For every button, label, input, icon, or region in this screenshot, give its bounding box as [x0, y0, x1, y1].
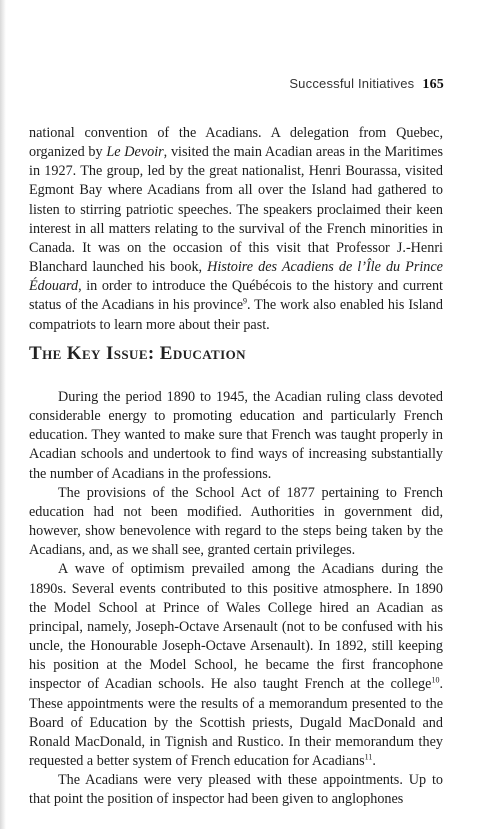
section-heading: The Key Issue: Education — [29, 343, 246, 364]
footnote-ref-10: 10 — [431, 675, 440, 685]
paragraph-4 — [29, 560, 443, 771]
paragraph-1-text-g: . The work also enabled his Island compatriots to learn more about their past. — [29, 297, 443, 333]
running-title: Successful Initiatives — [289, 76, 415, 91]
paragraph-4-text-c: . These appointments were the results of a memorandum presented to the Board of Education by the Scottish priests, Dugald MacDonald and Ronald MacDonald, in Tignish and Rustico. In their memorandum they requested a better system of French education for Acadians — [29, 676, 443, 769]
paragraph-1 — [29, 124, 443, 335]
page-edge-shadow — [0, 0, 6, 829]
paragraph-3: The provisions of the School Act of 1877 pertaining to French education had not been modified. Authorities in government did, however, show benevolence with regard to the steps being taken by the Acadians, and, as we shall see, granted certain privileges. — [29, 484, 443, 559]
paragraph-1-text-a: national convention of the Acadians. A delegation from Quebec, organized by — [29, 125, 443, 161]
paragraph-1-text-e: , in order to introduce the Québécois to the history and current status of the Acadians in his province — [29, 278, 443, 314]
paragraph-4-text-e: . — [372, 752, 376, 769]
text-block-bottom — [29, 388, 443, 809]
paragraph-4-text-a: A wave of optimism prevailed among the Acadians during the 1890s. Several events contributed to this positive atmosphere. In 1890 the Model School at Prince of Wales College hired an Acadian as principal, namely, Joseph-Octave Arsenault (not to be confused with his uncle, the Honourable Joseph-Octave Arsenault). In 1892, still keeping his position at the Model School, he became the first francophone inspector of Acadian schools. He also taught French at the college — [29, 561, 443, 693]
running-header — [289, 76, 444, 93]
paragraph-2: During the period 1890 to 1945, the Acadian ruling class devoted considerable energy to promoting education and particularly French education. They wanted to make sure that French was taught properly in Acadian schools and undertook to find ways of increasing substantially the number of Acadians in the professions. — [29, 389, 443, 482]
newspaper-title: Le Devoir — [106, 144, 164, 161]
footnote-ref-11: 11 — [364, 752, 373, 762]
footnote-ref-9: 9 — [243, 296, 247, 306]
paragraph-5: The Acadians were very pleased with these appointments. Up to that point the position of inspector had been given to anglophones — [29, 772, 443, 808]
paragraph-1-text-c: , visited the main Acadian areas in the Maritimes in 1927. The group, led by the great nationalist, Henri Bourassa, visited Egmont Bay where Acadians from all over the Island had gathered to listen to stirring patriotic speeches. The speakers proclaimed their keen interest in all matters relating to the survival of the French minorities in Canada. It was on the occasion of this visit that Professor J.-Henri Blanchard launched his book, — [29, 144, 443, 276]
text-block-top — [29, 124, 443, 335]
page-number: 165 — [422, 77, 444, 92]
book-title: Histoire des Acadiens de l’Île du Prince Édouard — [29, 259, 443, 295]
